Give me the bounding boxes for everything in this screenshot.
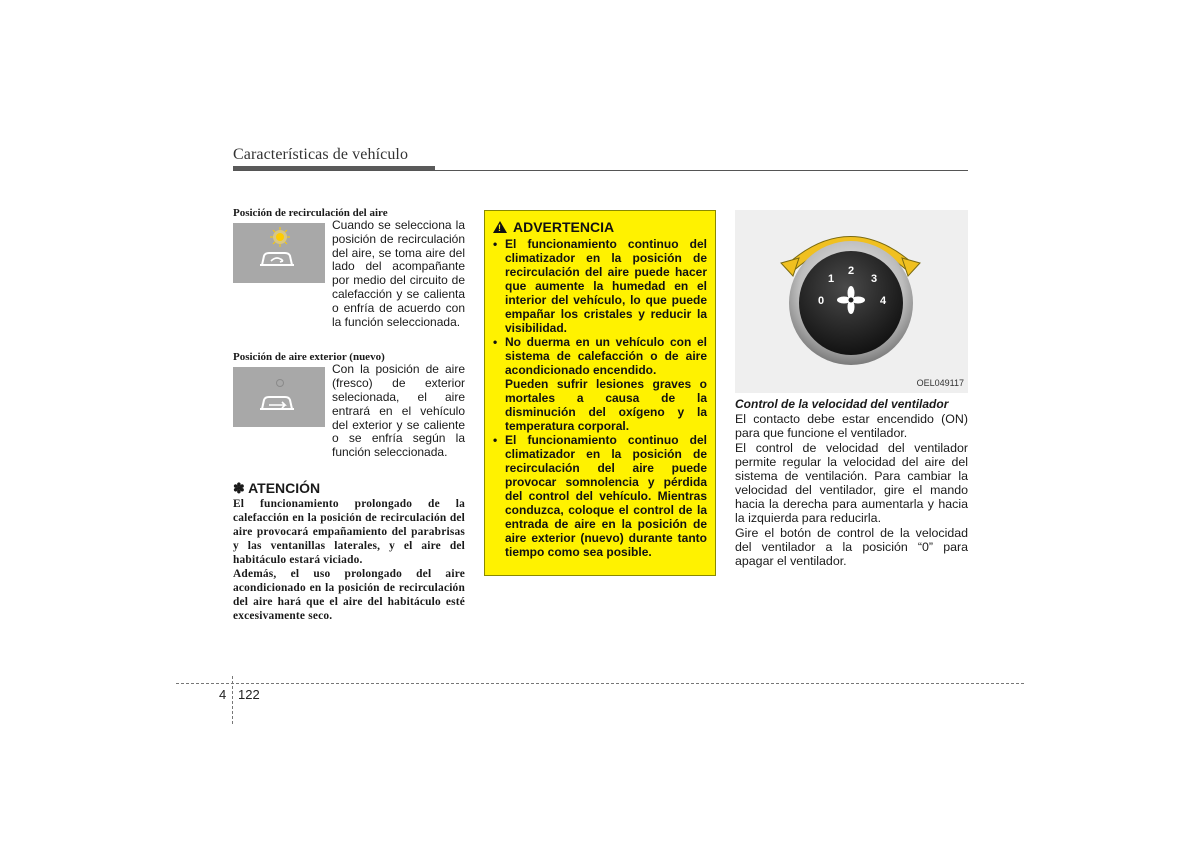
warning-item-text: • El funcionamiento continuo del climatizador en la posición de recirculación del aire puede hacer que aumente la humedad en el interior del vehículo, lo que puede empañar los cristales y reducir la visibilidad. [505,237,707,335]
fresh-text: Con la posición de aire (fresco) de exterior selecionada, el aire entrará en el vehículo del exterior y se caliente o se enfría según la función seleccionada. [332,362,465,460]
recirc-icon [233,223,325,283]
warning-item [493,433,707,559]
warning-list [493,237,707,559]
chapter-number: 4 [219,687,227,702]
fresh-block [233,362,465,460]
knob-label-2: 2 [847,265,855,277]
warning-title-row [493,219,707,235]
caution-paragraph-2: Además, el uso prolongado del aire acondicionado en la posición de recirculación del aire hará que el aire del habitáculo esté excesivamente seco. [233,567,465,622]
warning-item-text: Pueden sufrir lesiones graves o mortales a causa de la disminución del oxígeno y la temperatura corporal. [505,377,707,433]
warning-item-text: • El funcionamiento continuo del climatizador en la posición de recirculación del aire puede provocar somnolencia y pérdida del control del vehículo. Mientras conduzca, coloque el control de la entrada de aire en la posición de aire exterior (nuevo) durante tanto tiempo como sea posible. [505,433,707,559]
warning-item-text: • No duerma en un vehículo con el sistema de calefacción o de aire acondicionado encendido. [505,335,707,377]
recirc-button-illustration [233,223,325,283]
recirc-heading: Posición de recirculación del aire [233,207,388,219]
fresh-heading: Posición de aire exterior (nuevo) [233,351,385,364]
figure-code: OEL049117 [916,378,964,388]
fan-knob-illustration [735,210,968,393]
right-paragraph-3: Gire el botón de control de la velocidad del ventilador a la posición “0” para apagar el ventilador. [735,526,968,568]
figure-caption: Control de la velocidad del ventilador [735,397,949,411]
caution-paragraph-1: El funcionamiento prolongado de la calefacción en la posición de recirculación del aire provocará empañamiento del parabrisas y las ventanillas laterales, y el aire del habitáculo estará viciado. [233,497,465,566]
caution-title: ✽ ATENCIÓN [233,479,321,496]
knob-label-1: 1 [827,273,835,285]
left-column [233,207,465,623]
right-column [735,210,968,568]
fresh-air-icon [233,367,325,427]
knob-label-0: 0 [817,295,825,307]
footer-rule [176,683,1024,684]
warning-item [493,335,707,433]
knob-label-4: 4 [879,295,887,307]
knob-label-3: 3 [870,273,878,285]
right-body [735,412,968,568]
header-rule [233,170,968,171]
recirc-block [233,218,465,329]
warning-title: ADVERTENCIA [513,219,615,235]
recirc-text: Cuando se selecciona la posición de recirculación del aire, se toma aire del lado del acompañante por medio del circuito de calefacción y se calienta o enfría de acuerdo con la función seleccionada. [332,218,465,329]
warning-box [484,210,716,576]
fresh-air-button-illustration [233,367,325,427]
footer-divider [232,676,233,724]
warning-item [493,237,707,335]
right-paragraph-2: El control de velocidad del ventilador permite regular la velocidad del aire del sistema de ventilación. Para cambiar la velocidad del ventilador, gire el mando hacia la derecha para aumentarla y hacia la izquierda para reducirla. [735,441,968,525]
warning-triangle-icon: ! [493,221,507,233]
page-header-title: Características de vehículo [233,146,409,163]
right-paragraph-1: El contacto debe estar encendido (ON) para que funcione el ventilador. [735,412,968,440]
page-number: 122 [238,687,260,702]
fan-knob-figure [735,210,968,393]
